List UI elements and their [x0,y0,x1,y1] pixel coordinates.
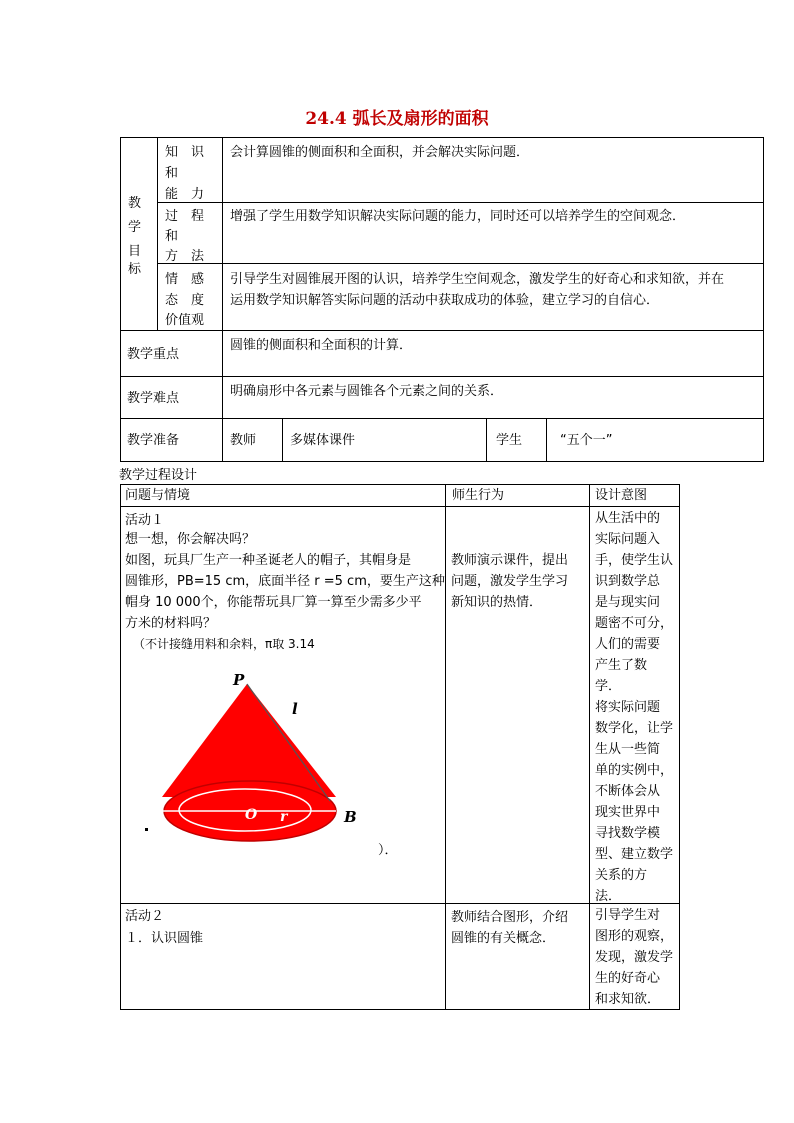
label-P: P [233,671,245,689]
activity-line: １．认识圆锥 [125,931,204,946]
design-intent-line: 将实际问题 [595,700,661,715]
design-intent-line: 是与现实问 [595,595,661,610]
design-intent-line: 图形的观察， [595,929,674,944]
design-intent-line: 手，使学生认 [595,553,674,568]
label-O: O [245,807,258,823]
header-cell: 设计意图 [595,488,648,503]
design-intent-line: 学． [595,679,622,694]
objectives-label-char: 目 [128,244,142,259]
design-intent-line: 从生活中的 [595,511,661,526]
objective-label: 知 识 [165,145,205,160]
activity-line: 帽身 10 000个，你能帮玩具厂算一算至少需多少平 [125,595,422,610]
design-intent-line: 和求知欲． [595,992,661,1007]
difficulty-content: 明确扇形中各元素与圆锥各个元素之间的关系． [230,384,504,399]
activity-line: 圆锥形，PB=15 cm，底面半径 r =5 cm，要生产这种 [125,574,445,589]
activity-title: 活动２ [125,909,165,924]
objective-content: 运用数学知识解答实际问题的活动中获取成功的体验，建立学习的自信心． [230,293,660,308]
design-intent-line: 不断体会从 [595,784,661,799]
design-intent-line: 发现，激发学 [595,950,674,965]
objective-label: 方 法 [165,249,205,264]
objective-content: 引导学生对圆锥展开图的认识，培养学生空间观念，激发学生的好奇心和求知欲，并在 [230,272,725,287]
teacher-action: 新知识的热情． [451,595,543,610]
design-intent-line: 引导学生对 [595,908,661,923]
objective-label: 和 [165,166,179,181]
objective-label: 价值观 [165,313,205,328]
student-label: 学生 [496,433,523,448]
mark-dot [145,828,148,831]
design-intent-line: 数学化，让学 [595,721,674,736]
objective-label: 能 力 [165,187,205,202]
objective-content: 增强了学生用数学知识解决实际问题的能力，同时还可以培养学生的空间观念． [230,209,686,224]
teacher-action: 圆锥的有关概念． [451,931,556,946]
objective-label: 态 度 [165,293,205,308]
label-B: B [344,808,357,826]
design-intent-line: 寻找数学模 [595,826,661,841]
objective-label: 过 程 [165,209,205,224]
label-r: r [280,809,288,825]
page-title: 24.4 弧长及扇形的面积 [305,109,489,129]
student-value: “五个一” [560,433,613,448]
activity-title: 活动１ [125,513,165,528]
cone-figure [140,665,400,855]
design-intent-line: 法． [595,889,622,904]
design-intent-line: 题密不可分， [595,616,674,631]
objective-content: 会计算圆锥的侧面积和全面积，并会解决实际问题． [230,145,530,160]
teacher-value: 多媒体课件 [290,433,356,448]
design-intent-line: 型、建立数学 [595,847,674,862]
design-intent-line: 单的实例中， [595,763,674,778]
teacher-label: 教师 [230,433,257,448]
teacher-action: 教师演示课件，提出 [451,553,569,568]
header-cell: 问题与情境 [125,488,191,503]
process-heading: 教学过程设计 [119,468,198,483]
activity-line: 如图，玩具厂生产一种圣诞老人的帽子，其帽身是 [125,553,412,568]
difficulty-label: 教学难点 [127,391,180,406]
design-intent-line: 产生了数 [595,658,648,673]
objectives-label-char: 学 [128,220,142,235]
label-l: l [292,700,298,718]
teacher-action: 问题，激发学生学习 [451,574,569,589]
design-intent-line: 现实世界中 [595,805,661,820]
objectives-label-char: 教 [128,196,142,211]
design-intent-line: 人们的需要 [595,637,661,652]
teacher-action: 教师结合图形，介绍 [451,910,569,925]
figure-trailing-text: ）． [378,843,398,858]
activity-note: （不计接缝用料和余料，π取 3.14 [133,637,315,651]
objective-label: 情 感 [165,272,205,287]
activity-line: 方米的材料吗？ [125,616,217,631]
activity-line: 想一想，你会解决吗？ [125,532,256,547]
key-point-content: 圆锥的侧面积和全面积的计算． [230,338,413,353]
cone-body [162,684,336,797]
design-intent-line: 识到数学总 [595,574,661,589]
header-cell: 师生行为 [452,488,505,503]
design-intent-line: 实际问题入 [595,532,661,547]
objectives-label-char: 标 [128,262,142,277]
key-point-label: 教学重点 [127,347,180,362]
preparation-label: 教学准备 [127,433,180,448]
design-intent-line: 生的好奇心 [595,971,661,986]
objective-label: 和 [165,229,179,244]
design-intent-line: 关系的方 [595,868,648,883]
design-intent-line: 生从一些简 [595,742,661,757]
